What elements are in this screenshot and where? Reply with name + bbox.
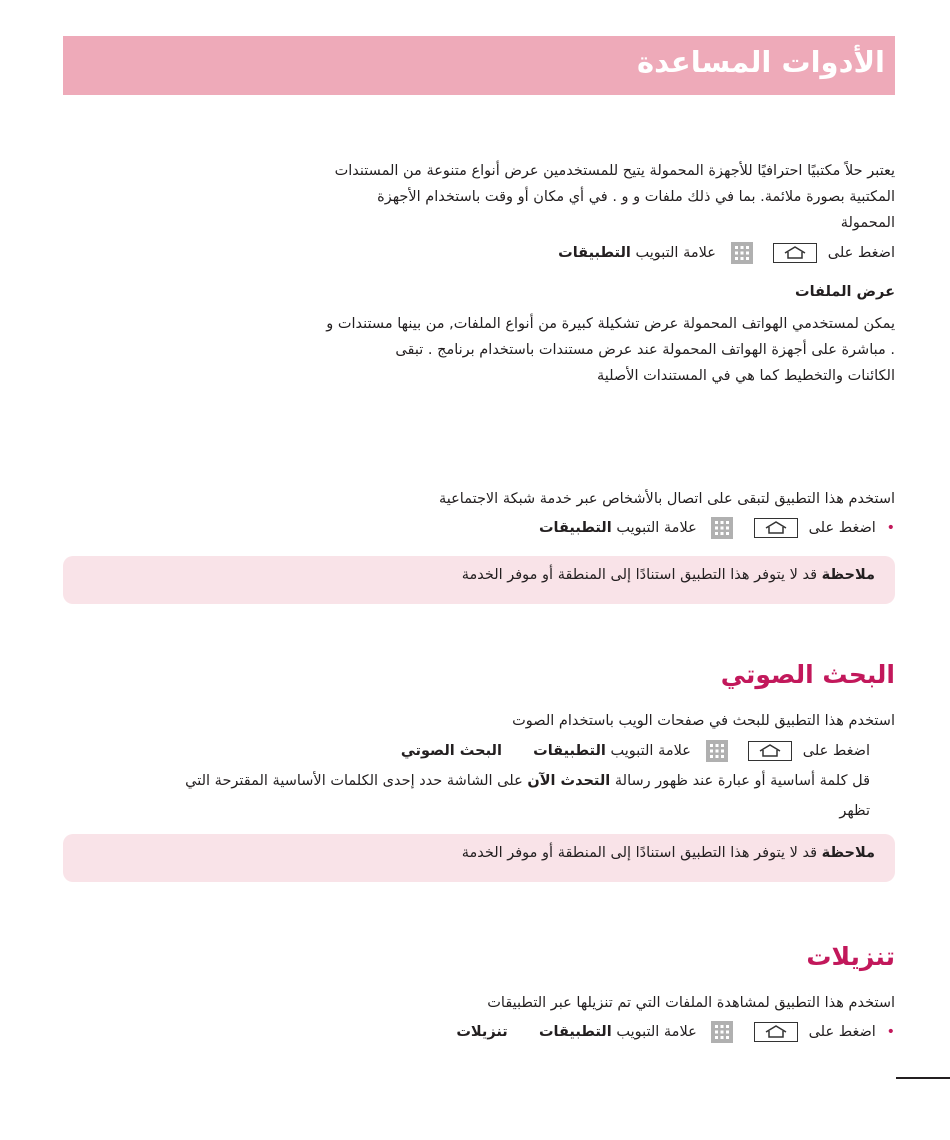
note-body: قد لا يتوفر هذا التطبيق استنادًا إلى المنطقة أو موفر الخدمة (461, 567, 818, 583)
instr-prefix: اضغط على (802, 743, 870, 759)
note-label: ملاحظة (821, 845, 875, 861)
note-body: قد لا يتوفر هذا التطبيق استنادًا إلى المنطقة أو موفر الخدمة (461, 845, 818, 861)
voice-search-title: البحث الصوتي (720, 660, 895, 689)
downloads-title: تنزيلات (806, 942, 895, 971)
view-files-description (80, 311, 895, 389)
instr-tab: علامة التبويب (616, 520, 697, 536)
voice-search-say-line (185, 768, 870, 794)
apps-grid-icon (706, 740, 728, 762)
instr-apps: التطبيقات (538, 1024, 612, 1040)
say-part-2: على الشاشة حدد إحدى الكلمات الأساسية المقترحة التي (185, 773, 523, 789)
docs-instruction (558, 240, 895, 266)
instr-apps: التطبيقات (533, 743, 606, 759)
note-box (63, 556, 895, 604)
instr-target: البحث الصوتي (400, 743, 502, 759)
docs-desc-line-2: المكتبية بصورة ملائمة. بما في ذلك ملفات و و . في أي مكان أو وقت باستخدام الأجهزة (377, 189, 895, 205)
social-description: استخدم هذا التطبيق لتبقى على اتصال بالأشخاص عبر خدمة شبكة الاجتماعية (438, 491, 895, 507)
voice-search-say-line-2: تظهر (839, 803, 870, 819)
apps-grid-icon (711, 517, 733, 539)
view-files-line-2: . مباشرة على أجهزة الهواتف المحمولة عند عرض مستندات باستخدام برنامج . تبقى (395, 342, 895, 358)
docs-description (88, 158, 895, 236)
instr-target: تنزيلات (456, 1024, 508, 1040)
page-header (63, 36, 895, 95)
social-instruction (539, 515, 895, 541)
note-text (462, 567, 875, 583)
footer-rule (896, 1077, 950, 1079)
downloads-description: استخدم هذا التطبيق لمشاهدة الملفات التي تم تنزيلها عبر التطبيقات (487, 995, 895, 1011)
view-files-line-3: الكائنات والتخطيط كما هي في المستندات الأصلية (596, 368, 895, 384)
view-files-line-1: يمكن لمستخدمي الهواتف المحمولة عرض تشكيلة كبيرة من أنواع الملفات, من بينها مستندات و (326, 316, 895, 332)
instr-prefix: اضغط على (827, 245, 895, 261)
instr-tab: علامة التبويب (635, 245, 716, 261)
say-bold: التحدث الآن (527, 773, 611, 789)
instr-apps: التطبيقات (558, 245, 631, 261)
instr-apps: التطبيقات (538, 520, 612, 536)
instr-prefix: اضغط على (808, 1024, 876, 1040)
home-key-icon (754, 1022, 798, 1042)
page-title: الأدوات المساعدة (637, 45, 885, 79)
home-key-icon (748, 741, 792, 761)
docs-desc-line-3: المحمولة (840, 215, 895, 231)
instr-prefix: اضغط على (808, 520, 876, 536)
apps-grid-icon (711, 1021, 733, 1043)
note-text (462, 845, 875, 861)
instr-tab: علامة التبويب (610, 743, 691, 759)
voice-search-description: استخدم هذا التطبيق للبحث في صفحات الويب باستخدام الصوت (512, 713, 895, 729)
home-key-icon (754, 518, 798, 538)
bullet-icon: • (886, 520, 895, 536)
note-label: ملاحظة (821, 567, 875, 583)
docs-desc-line-1: يعتبر حلاً مكتبيًا احترافيًا للأجهزة المحمولة يتيح للمستخدمين عرض أنواع متنوعة من المستندات (334, 163, 895, 179)
note-box (63, 834, 895, 882)
downloads-instruction (456, 1019, 895, 1045)
instr-tab: علامة التبويب (616, 1024, 697, 1040)
voice-search-instruction (401, 738, 870, 764)
bullet-icon: • (886, 1024, 895, 1040)
home-key-icon (773, 243, 817, 263)
view-files-heading: عرض الملفات (795, 284, 895, 300)
apps-grid-icon (731, 242, 753, 264)
say-part-1: قل كلمة أساسية أو عبارة عند ظهور رسالة (614, 773, 870, 789)
